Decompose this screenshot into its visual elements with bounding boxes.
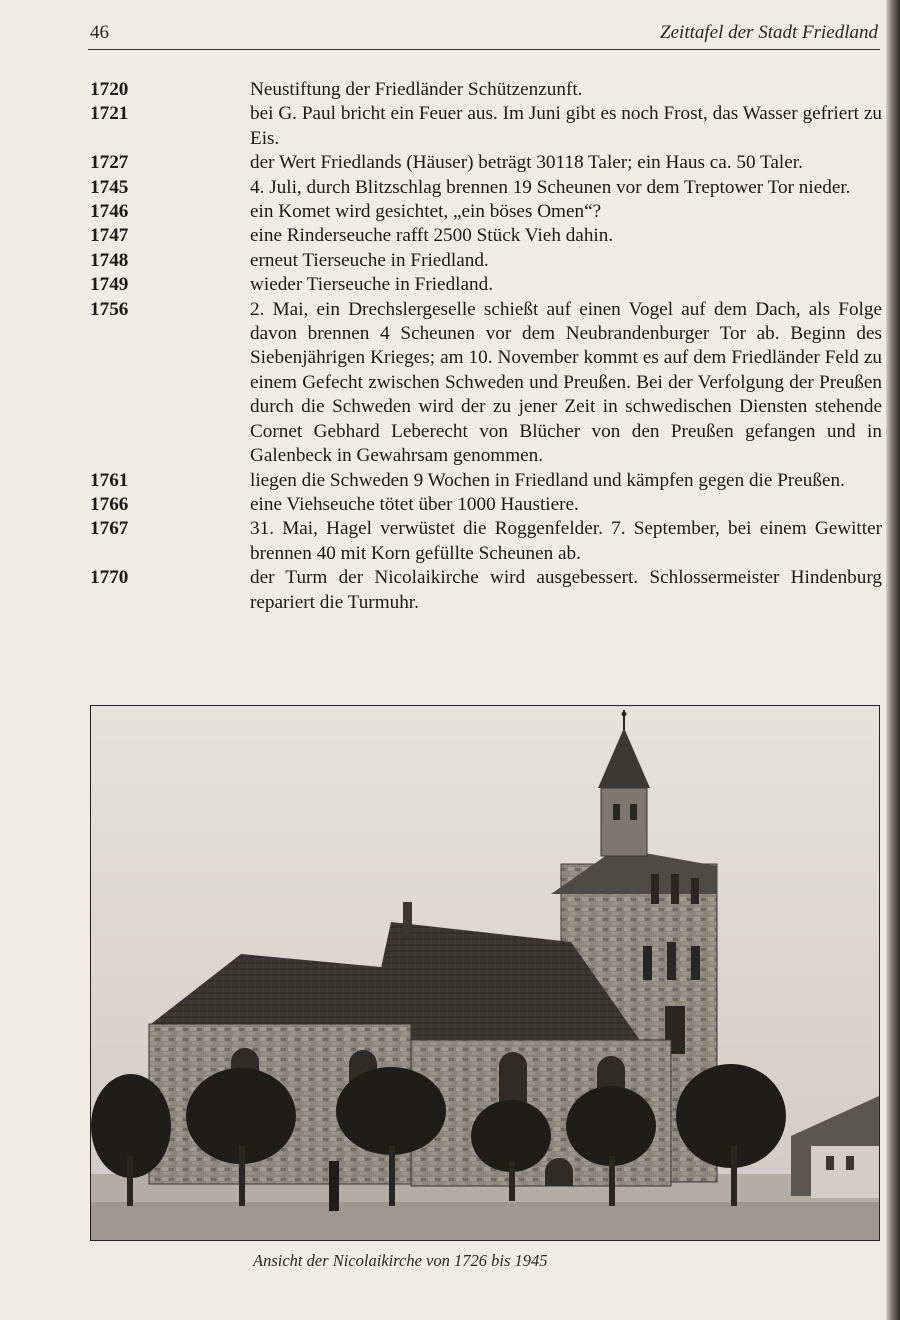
entry-year: 1770 bbox=[90, 567, 129, 589]
entry-year: 1756 bbox=[90, 298, 129, 320]
entry-text: bei G. Paul bricht ein Feuer aus. Im Juni gibt es noch Frost, das Wasser gefriert zu Eis. bbox=[250, 103, 882, 149]
entry-text: Neustiftung der Friedländer Schützenzunft. bbox=[250, 79, 583, 100]
chronology-entry bbox=[90, 493, 882, 517]
entry-year: 1747 bbox=[90, 225, 129, 247]
figure-caption: Ansicht der Nicolaikirche von 1726 bis 1945 bbox=[253, 1251, 548, 1270]
chronology-entry bbox=[90, 102, 882, 151]
page-edge-shadow bbox=[886, 0, 900, 1320]
entry-year: 1727 bbox=[90, 152, 129, 174]
entry-text: erneut Tierseuche in Friedland. bbox=[250, 249, 489, 271]
chronology-entry bbox=[90, 298, 882, 469]
chronology-entry bbox=[90, 469, 882, 493]
entry-text: eine Rinderseuche rafft 2500 Stück Vieh dahin. bbox=[250, 225, 614, 247]
chronology-entry bbox=[90, 151, 882, 175]
entry-text: 2. Mai, ein Drechslergeselle schießt auf einen Vogel auf dem Dach, als Folge davon brennen 4 Scheunen vor dem Neubrandenburger Tor ab. Beginn des Siebenjährigen Krieges; am 10. November kommt es auf dem Friedländer Feld zu einem Gefecht zwischen Schweden und Preußen. Bei der Verfolgung der Preußen durch die Schweden wird der zu jener Zeit in schwedischen Diensten stehende Cornet Gebhard Leberecht von Blücher von den Preußen gefangen und in Galenbeck in Gewahrsam genommen. bbox=[250, 298, 882, 467]
entry-year: 1721 bbox=[90, 103, 129, 125]
page-number: 46 bbox=[90, 22, 109, 43]
entry-year: 1720 bbox=[90, 79, 129, 100]
entry-text: ein Komet wird gesichtet, „ein böses Omen“? bbox=[250, 201, 602, 223]
entry-text: 31. Mai, Hagel verwüstet die Roggenfelder. 7. September, bei einem Gewitter brennen 40 mit Korn gefüllte Scheunen ab. bbox=[250, 518, 882, 564]
chronology-table bbox=[90, 78, 882, 615]
entry-year: 1745 bbox=[90, 176, 129, 198]
chronology-entry bbox=[90, 176, 882, 200]
entry-year: 1748 bbox=[90, 249, 129, 271]
chronology-entry bbox=[90, 249, 882, 273]
entry-text: eine Viehseuche tötet über 1000 Haustiere. bbox=[250, 493, 579, 515]
entry-text: liegen die Schweden 9 Wochen in Friedland und kämpfen gegen die Preußen. bbox=[250, 469, 845, 491]
entry-year: 1749 bbox=[90, 274, 129, 296]
entry-text: 4. Juli, durch Blitzschlag brennen 19 Scheunen vor dem Treptower Tor nieder. bbox=[250, 176, 851, 198]
chronology-entry bbox=[90, 78, 882, 102]
chronology-entry bbox=[90, 224, 882, 248]
chronology-entry bbox=[90, 566, 882, 615]
entry-year: 1761 bbox=[90, 469, 129, 491]
chronology-entry bbox=[90, 273, 882, 297]
entry-text: der Turm der Nicolaikirche wird ausgebessert. Schlossermeister Hindenburg repariert die Turmuhr. bbox=[250, 567, 882, 613]
church-photograph bbox=[90, 705, 880, 1241]
entry-text: der Wert Friedlands (Häuser) beträgt 30118 Taler; ein Haus ca. 50 Taler. bbox=[250, 152, 803, 174]
entry-year: 1766 bbox=[90, 493, 129, 515]
entry-year: 1767 bbox=[90, 518, 129, 540]
church-illustration bbox=[91, 706, 879, 1240]
chronology-entry bbox=[90, 517, 882, 566]
header-rule bbox=[88, 49, 880, 50]
entry-text: wieder Tierseuche in Friedland. bbox=[250, 274, 493, 296]
entry-year: 1746 bbox=[90, 201, 129, 223]
running-title: Zeittafel der Stadt Friedland bbox=[660, 22, 878, 43]
chronology-entry bbox=[90, 200, 882, 224]
